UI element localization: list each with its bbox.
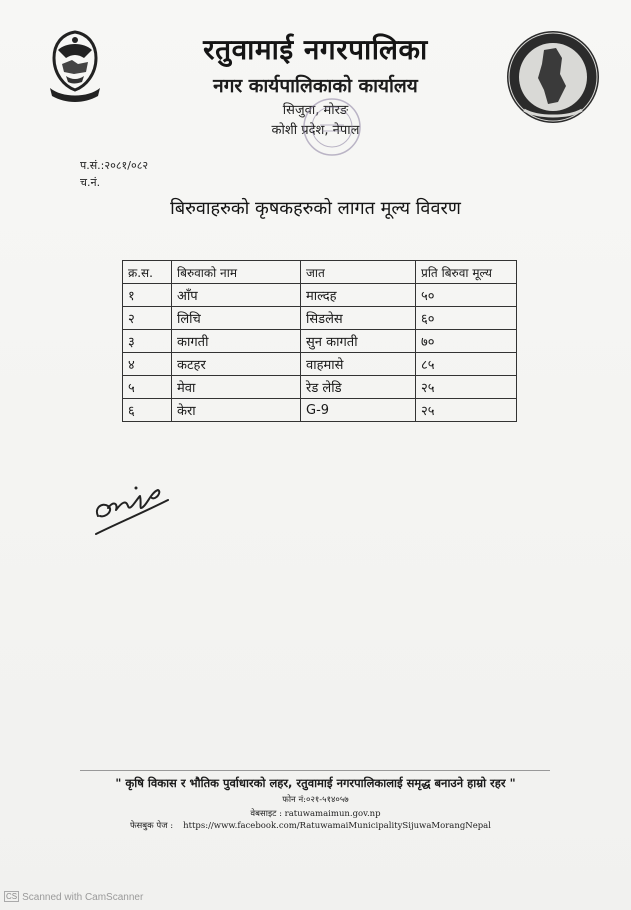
cell-variety: वाहमासे xyxy=(301,353,416,376)
scanner-watermark xyxy=(4,891,143,903)
footer-website: वेबसाइट : ratuwamaimun.gov.np xyxy=(250,809,381,819)
cell-serial: २ xyxy=(123,307,172,330)
footer-motto: " कृषि विकास र भौतिक पुर्वाधारको लहर, रतुवामाई नगरपालिकालाई समृद्ध बनाउने हाम्रो रहर " xyxy=(115,776,516,790)
cell-variety: सिडलेस xyxy=(301,307,416,330)
footer-divider xyxy=(80,770,550,771)
municipality-name: रतुवामाई नगरपालिका xyxy=(203,33,428,66)
table-row xyxy=(123,284,517,307)
handwritten-signature xyxy=(92,478,172,540)
footer-phone: फोन नं:०२१-५१४०५७ xyxy=(282,795,349,805)
cell-serial: ५ xyxy=(123,376,172,399)
cell-price: ५० xyxy=(416,284,517,307)
cell-serial: ४ xyxy=(123,353,172,376)
scanner-watermark-text: Scanned with CamScanner xyxy=(22,892,144,903)
column-header-serial: क्र.स. xyxy=(123,261,172,284)
cell-serial: ६ xyxy=(123,399,172,422)
column-header-variety: जात xyxy=(301,261,416,284)
cell-price: ६० xyxy=(416,307,517,330)
cell-variety: माल्दह xyxy=(301,284,416,307)
cell-price: २५ xyxy=(416,399,517,422)
table-row xyxy=(123,376,517,399)
table-row xyxy=(123,399,517,422)
document-title: बिरुवाहरुको कृषकहरुको लागत मूल्य विवरण xyxy=(170,198,461,219)
office-stamp-icon xyxy=(300,95,364,159)
cell-plant-name: आँप xyxy=(172,284,301,307)
cell-serial: ३ xyxy=(123,330,172,353)
footer-facebook xyxy=(130,820,570,831)
table-row xyxy=(123,330,517,353)
reference-number: प.सं.:२०८१/०८२ xyxy=(80,159,149,172)
cell-variety: सुन कागती xyxy=(301,330,416,353)
cell-price: ७० xyxy=(416,330,517,353)
cell-variety: रेड लेडि xyxy=(301,376,416,399)
dispatch-number: च.नं. xyxy=(80,176,101,189)
cell-plant-name: कागती xyxy=(172,330,301,353)
cell-plant-name: केरा xyxy=(172,399,301,422)
cell-price: ८५ xyxy=(416,353,517,376)
table-row xyxy=(123,307,517,330)
cell-price: २५ xyxy=(416,376,517,399)
cell-plant-name: मेवा xyxy=(172,376,301,399)
column-header-price-per-plant: प्रति बिरुवा मूल्य xyxy=(416,261,517,284)
cell-plant-name: लिचि xyxy=(172,307,301,330)
plant-cost-table xyxy=(122,260,517,422)
table-header-row xyxy=(123,261,517,284)
table-row xyxy=(123,353,517,376)
footer-facebook-url: https://www.facebook.com/RatuwamaiMunicipalitySijuwaMorangNepal xyxy=(183,821,491,831)
office-province: कोशी प्रदेश, नेपाल xyxy=(271,123,360,138)
column-header-plant-name: बिरुवाको नाम xyxy=(172,261,301,284)
cell-variety: G-9 xyxy=(301,399,416,422)
footer-facebook-label: फेसबुक पेज : xyxy=(130,821,174,831)
cell-plant-name: कटहर xyxy=(172,353,301,376)
camscanner-logo-icon: CS xyxy=(6,892,18,901)
office-address: सिजुवा, मोरङ xyxy=(282,103,349,118)
office-name: नगर कार्यपालिकाको कार्यालय xyxy=(213,75,418,97)
cell-serial: १ xyxy=(123,284,172,307)
